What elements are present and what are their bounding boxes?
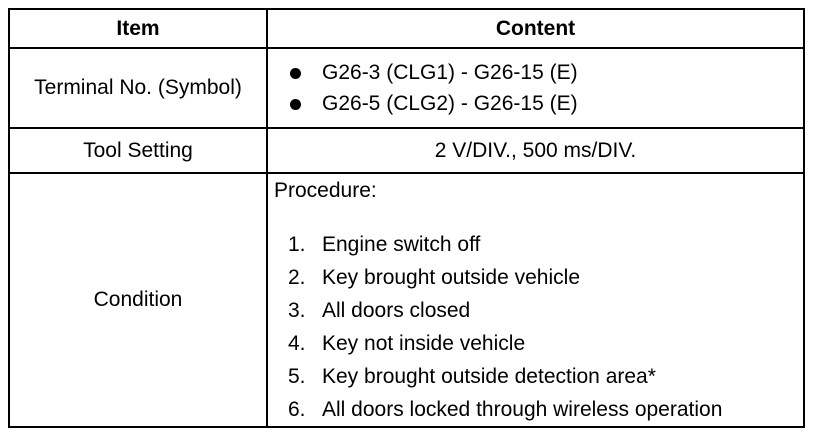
step-text: Key brought outside vehicle xyxy=(322,266,580,289)
bullet-icon xyxy=(290,68,301,79)
terminal-value: G26-3 (CLG1) - G26-15 (E) xyxy=(322,61,578,84)
header-content: Content xyxy=(267,9,804,48)
step-number: 1. xyxy=(288,233,306,256)
procedure-step xyxy=(288,327,803,360)
procedure-steps xyxy=(274,228,803,426)
header-row xyxy=(9,9,804,48)
step-number: 6. xyxy=(288,398,306,421)
step-number: 2. xyxy=(288,266,306,289)
procedure-step xyxy=(288,294,803,327)
procedure-step xyxy=(288,360,803,393)
terminal-value: G26-5 (CLG2) - G26-15 (E) xyxy=(322,92,578,115)
condition-content xyxy=(267,173,804,427)
tool-label: Tool Setting xyxy=(9,128,267,173)
procedure-step xyxy=(288,393,803,426)
tool-row xyxy=(9,128,804,173)
step-text: Key brought outside detection area* xyxy=(322,365,656,388)
step-number: 4. xyxy=(288,332,306,355)
terminal-list xyxy=(268,57,803,119)
terminal-label: Terminal No. (Symbol) xyxy=(9,48,267,128)
terminal-row xyxy=(9,48,804,128)
step-number: 5. xyxy=(288,365,306,388)
terminal-content xyxy=(267,48,804,128)
condition-label: Condition xyxy=(9,173,267,427)
step-text: Key not inside vehicle xyxy=(322,332,526,355)
step-number: 3. xyxy=(288,299,306,322)
condition-row xyxy=(9,173,804,427)
header-item: Item xyxy=(9,9,267,48)
step-text: Engine switch off xyxy=(322,233,481,256)
procedure-step xyxy=(288,228,803,261)
bullet-icon xyxy=(290,99,301,110)
procedure-title: Procedure: xyxy=(274,179,377,202)
step-text: All doors locked through wireless operation xyxy=(322,398,723,421)
step-text: All doors closed xyxy=(322,299,471,322)
procedure xyxy=(268,174,803,426)
tool-value: 2 V/DIV., 500 ms/DIV. xyxy=(267,128,804,173)
terminal-item xyxy=(290,88,803,119)
spec-table xyxy=(8,8,805,428)
terminal-item xyxy=(290,57,803,88)
procedure-step xyxy=(288,261,803,294)
